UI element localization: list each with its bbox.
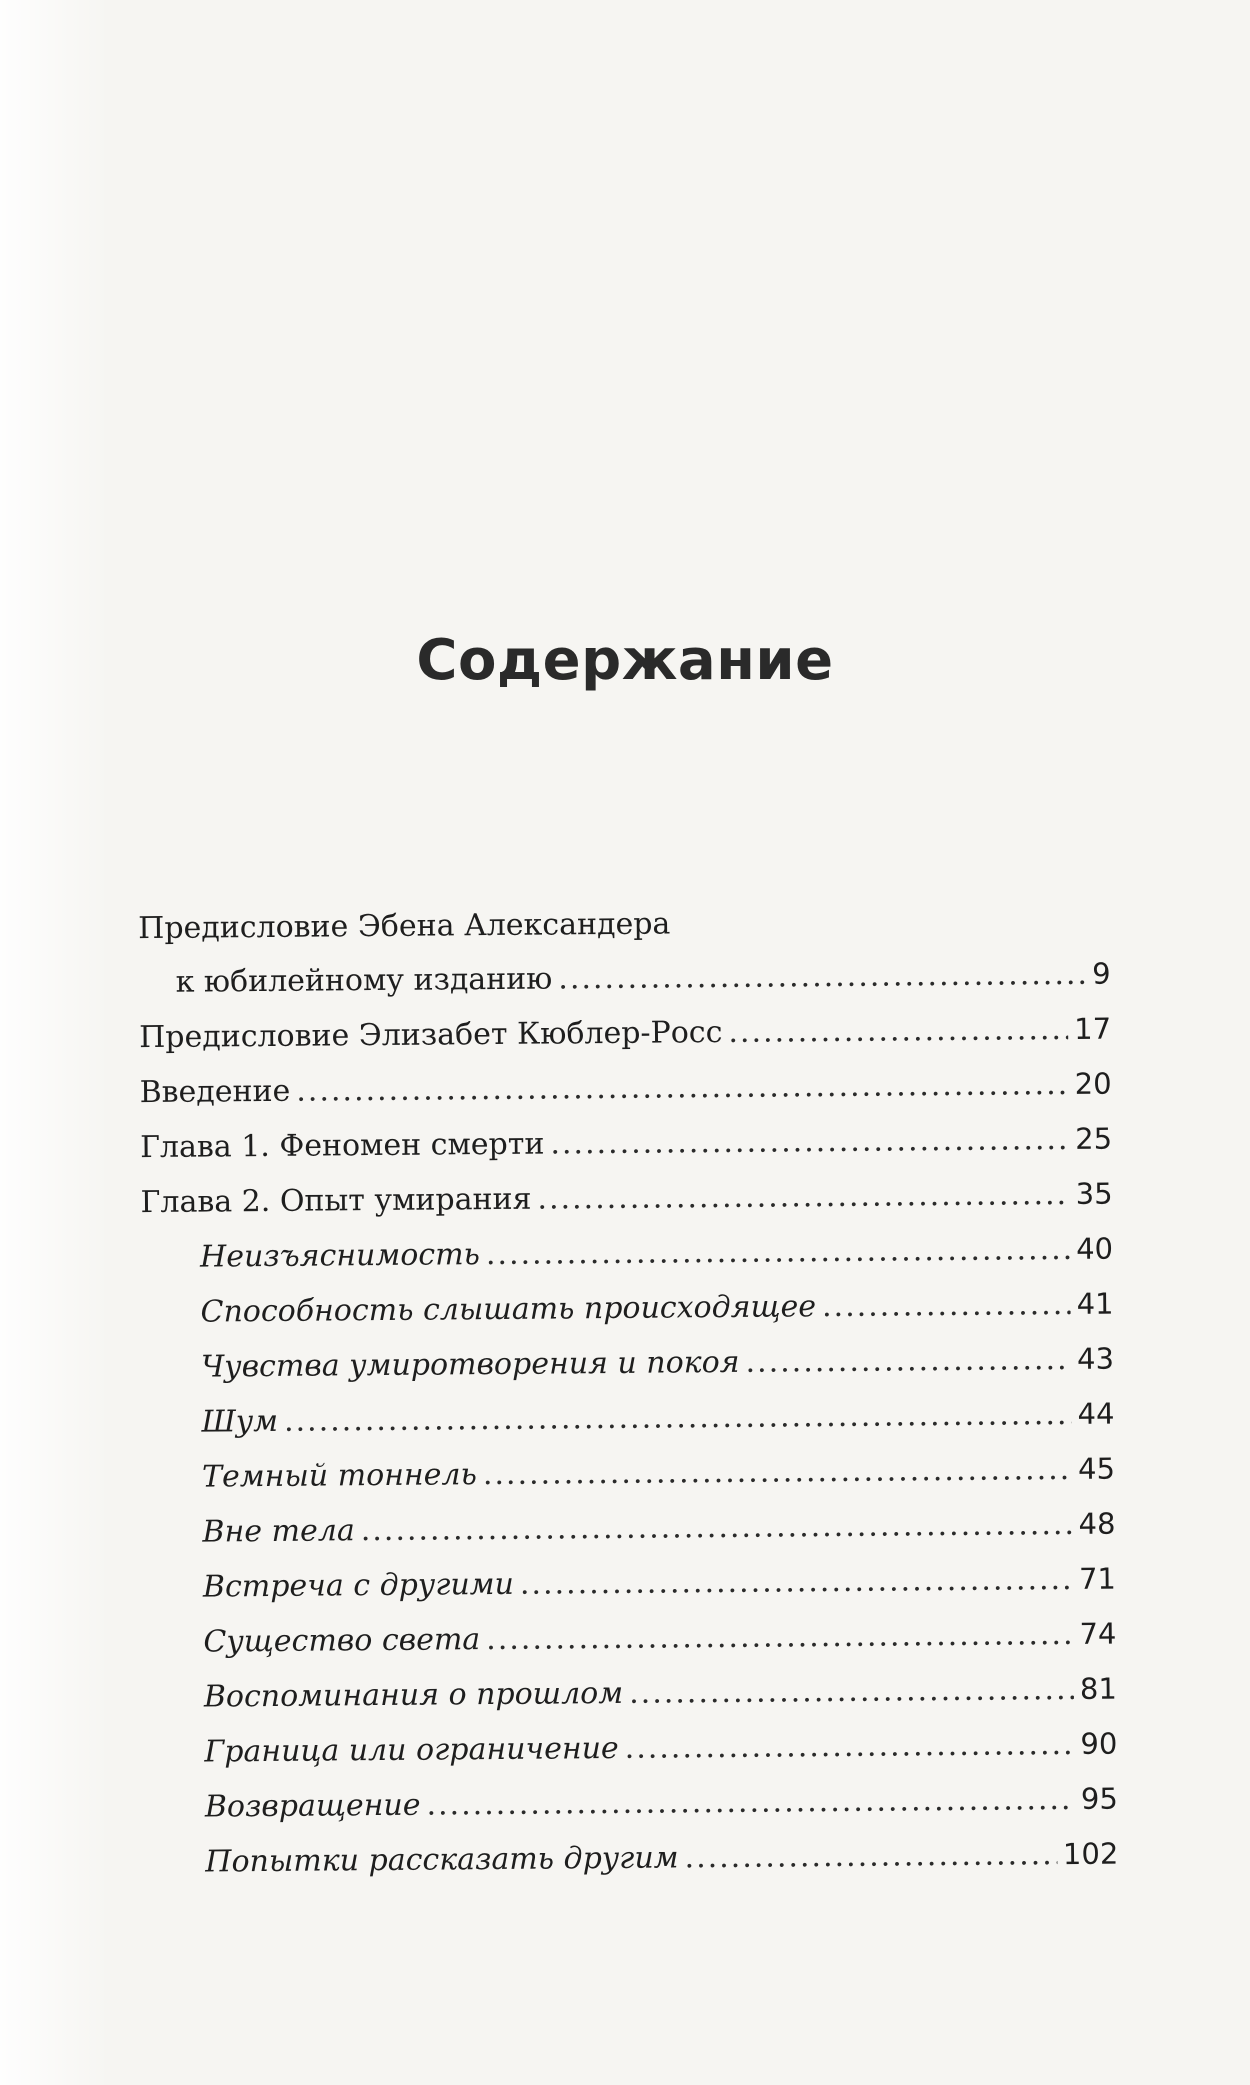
leader-dots [629, 1672, 1074, 1711]
leader-dots [822, 1287, 1071, 1324]
toc-entry-label: Граница или ограничение [204, 1730, 619, 1770]
toc-subentry-meeting-others[interactable] [203, 1562, 1116, 1605]
toc-page-number: 74 [1079, 1616, 1117, 1651]
toc-page-number: 9 [1092, 956, 1111, 991]
toc-entry-label: Глава 1. Феномен смерти [139, 1126, 545, 1166]
toc-entry-label: к юбилейному изданию [175, 961, 553, 1000]
leader-dots [558, 957, 1086, 997]
toc-subentry-peace[interactable] [201, 1342, 1114, 1385]
toc-entry-chapter-1[interactable] [140, 1122, 1112, 1165]
leader-dots [284, 1397, 1072, 1439]
toc-subentry-telling-others[interactable] [205, 1837, 1118, 1880]
toc-page-number: 102 [1062, 1836, 1119, 1872]
toc-subentry-border[interactable] [204, 1727, 1117, 1770]
toc-subentry-out-of-body[interactable] [202, 1507, 1115, 1550]
toc-page-number: 20 [1074, 1066, 1112, 1101]
toc-entry-label: Существо света [203, 1622, 481, 1660]
leader-dots [684, 1837, 1057, 1875]
toc-entry-label: Воспоминания о прошлом [203, 1675, 624, 1715]
leader-dots [486, 1232, 1071, 1272]
toc-entry-foreword-line1: Предисловие Эбена Александера [138, 906, 671, 947]
toc-subentry-hearing[interactable] [200, 1287, 1113, 1330]
toc-entry-label: Возвращение [204, 1787, 421, 1825]
leader-dots [537, 1177, 1070, 1217]
toc-entry-label: Попытки рассказать другим [205, 1840, 679, 1880]
toc-entry-label: Введение [139, 1073, 291, 1111]
toc-subentry-return[interactable] [205, 1782, 1118, 1825]
table-of-contents [0, 895, 1250, 1880]
toc-page-number: 95 [1080, 1781, 1118, 1816]
page-edge-shadow [0, 0, 110, 2085]
leader-dots [486, 1617, 1074, 1657]
toc-page-number: 40 [1075, 1231, 1114, 1266]
leader-dots [361, 1507, 1073, 1548]
leader-dots [426, 1782, 1075, 1823]
toc-entry-label: Шум [201, 1403, 279, 1440]
toc-subentry-tunnel[interactable] [202, 1452, 1115, 1495]
toc-page-number: 90 [1080, 1726, 1118, 1761]
leader-dots [625, 1727, 1075, 1766]
toc-entry-label: Предисловие Элизабет Кюблер-Росс [139, 1015, 723, 1056]
toc-entry-introduction[interactable] [139, 1067, 1111, 1110]
toc-page-number: 17 [1074, 1011, 1112, 1046]
toc-page-number: 71 [1078, 1561, 1117, 1596]
toc-page-number: 44 [1077, 1396, 1115, 1431]
toc-page-number: 81 [1079, 1671, 1118, 1706]
toc-subentry-review[interactable] [204, 1672, 1117, 1715]
toc-page-number: 48 [1078, 1506, 1116, 1541]
toc-page-number: 43 [1076, 1341, 1115, 1376]
toc-entry-foreword-alexander[interactable] [176, 957, 1111, 1000]
toc-entry-label: Чувства умиротворения и покоя [200, 1344, 740, 1385]
toc-page-number: 41 [1076, 1286, 1114, 1321]
toc-entry-label: Вне тела [202, 1513, 355, 1550]
toc-entry-chapter-2[interactable] [140, 1177, 1112, 1220]
leader-dots [296, 1067, 1069, 1109]
toc-entry-label: Темный тоннель [201, 1457, 478, 1495]
toc-subentry-ineffability[interactable] [200, 1232, 1113, 1275]
toc-entry-foreword-kubler-ross[interactable] [139, 1012, 1111, 1055]
toc-page-number: 35 [1075, 1176, 1113, 1211]
leader-dots [550, 1122, 1069, 1162]
toc-entry-label: Встреча с другими [202, 1566, 515, 1605]
leader-dots [483, 1452, 1072, 1492]
leader-dots [728, 1012, 1068, 1050]
page-title: Содержание [416, 628, 834, 693]
leader-dots [520, 1562, 1073, 1602]
toc-page-number: 25 [1075, 1121, 1113, 1156]
toc-subentry-noise[interactable] [201, 1397, 1114, 1440]
leader-dots [745, 1342, 1071, 1380]
toc-subentry-being-of-light[interactable] [203, 1617, 1116, 1660]
toc-page-number: 45 [1077, 1451, 1116, 1486]
toc-entry-label: Неизъяснимость [199, 1237, 481, 1275]
toc-entry-label: Способность слышать происходящее [200, 1289, 817, 1330]
toc-entry-label: Глава 2. Опыт умирания [140, 1181, 532, 1221]
